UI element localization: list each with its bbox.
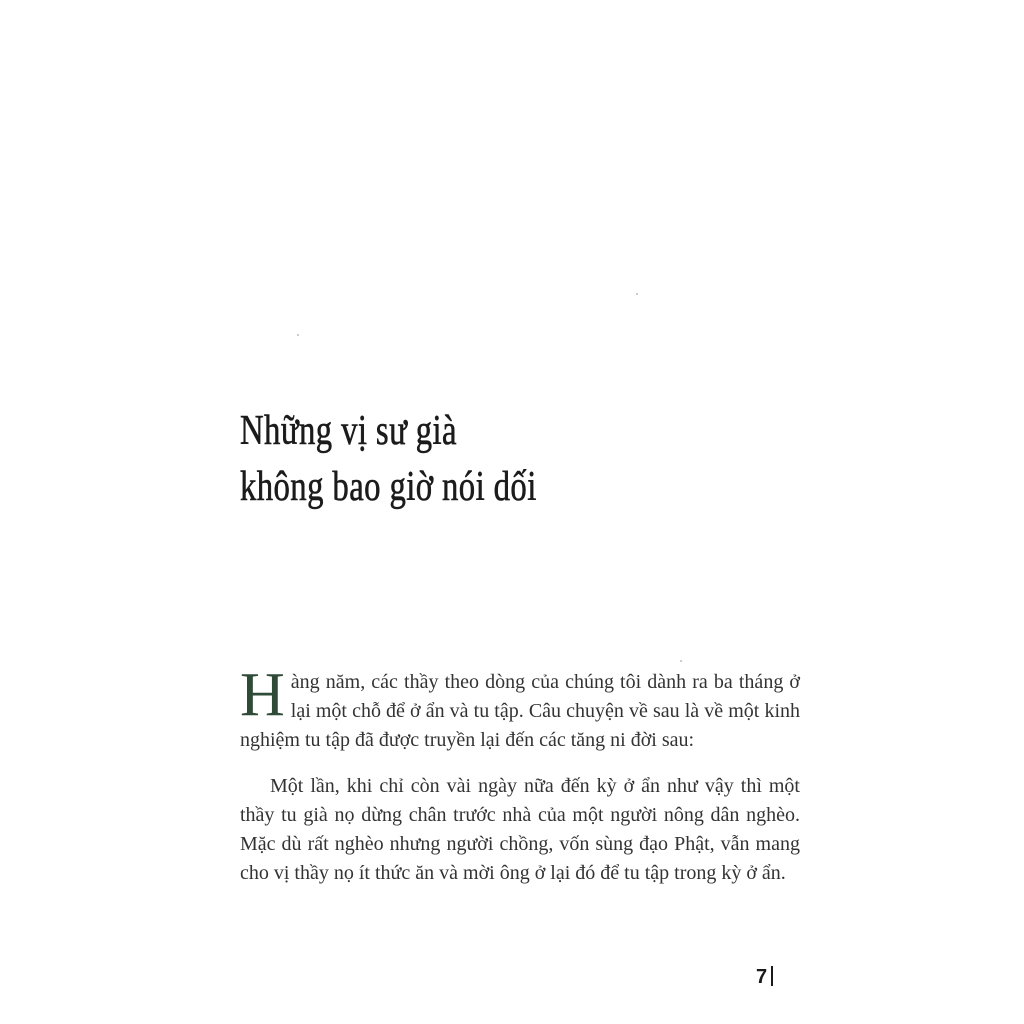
scan-speck: [297, 334, 299, 336]
page-number-value: 7: [756, 966, 769, 988]
paragraph-2: Một lần, khi chỉ còn vài ngày nữa đến kỳ ở ẩn như vậy thì một thầy tu già nọ dừng chân trước nhà của một người nông dân nghèo. Mặc dù rất nghèo nhưng người chồng, vốn sùng đạo Phật, vẫn mang cho vị thầy nọ ít thức ăn và mời ông ở lại đó để tu tập trong kỳ ở ẩn.: [240, 775, 800, 884]
drop-cap-letter: H: [240, 661, 285, 729]
chapter-title-line-1: Những vị sư già: [240, 408, 457, 454]
scan-speck: [636, 293, 638, 295]
chapter-title-line-2: không bao giờ nói dối: [240, 464, 537, 510]
page-number: [756, 966, 773, 989]
paragraph-1: [240, 661, 800, 755]
paragraph-1-text: àng năm, các thầy theo dòng của chúng tôi dành ra ba tháng ở lại một chỗ để ở ẩn và tu tập. Câu chuyện về sau là về một kinh nghiệm tu tập đã được truyền lại đến các tăng ni đời sau:: [240, 671, 800, 751]
scan-speck: [680, 660, 682, 662]
chapter-title: [240, 403, 708, 515]
chapter-body: [240, 661, 800, 888]
page-number-rule: [771, 966, 773, 986]
